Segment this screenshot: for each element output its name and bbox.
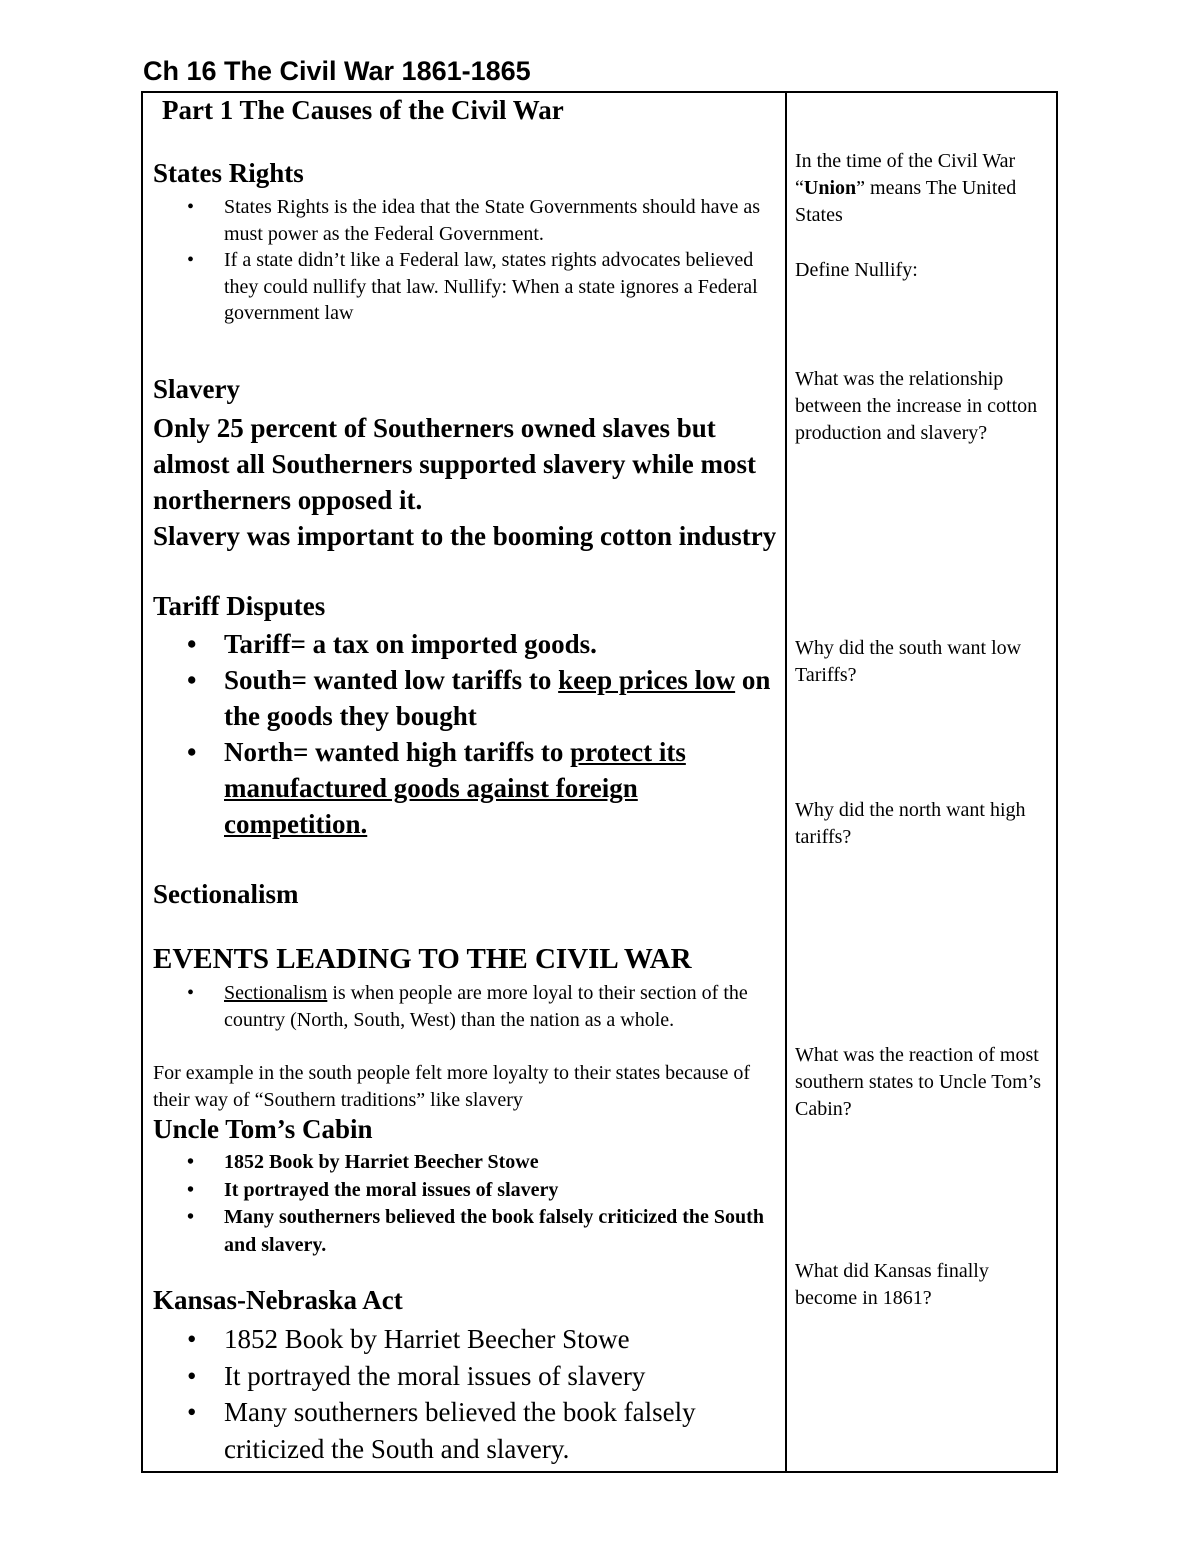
union-note-rest: ” means The United States [795, 177, 1017, 226]
list-item: • States Rights is the idea that the State Governments should have as must power as the Federal Government. [153, 194, 778, 247]
list-item: • 1852 Book by Harriet Beecher Stowe [153, 1321, 778, 1358]
list-item: • If a state didn’t like a Federal law, states rights advocates believed they could nullify that law. Nullify: When a state ignores a Federal government law [153, 247, 778, 327]
uncle-tom-list [153, 1149, 778, 1259]
tariff-bullet-1: Tariff= a tax on imported goods. [224, 629, 597, 659]
tariff-heading: Tariff Disputes [153, 591, 326, 621]
kansas-heading: Kansas-Nebraska Act [153, 1285, 403, 1315]
tariff-list [153, 626, 778, 842]
list-item: • 1852 Book by Harriet Beecher Stowe [153, 1149, 778, 1177]
tariff-bullet-3-underlined: protect its manufactured goods against foreign competition. [224, 737, 686, 839]
question-south-tariffs: Why did the south want low Tariffs? [795, 637, 1022, 686]
list-item [153, 734, 778, 842]
question-cotton: What was the relationship between the increase in cotton production and slavery? [795, 368, 1038, 444]
list-item: • It portrayed the moral issues of slavery [153, 1177, 778, 1205]
question-uncle-tom: What was the reaction of most southern states to Uncle Tom’s Cabin? [795, 1044, 1041, 1120]
events-list [153, 980, 778, 1033]
sectionalism-definition: is when people are more loyal to their section of the country (North, South, West) than the nation as a whole. [224, 982, 748, 1031]
events-paragraph: For example in the south people felt more loyalty to their states because of their way of “Southern traditions” like slavery [153, 1062, 751, 1111]
list-item [153, 626, 778, 662]
question-kansas: What did Kansas finally become in 1861? [795, 1260, 989, 1309]
document-title: Ch 16 The Civil War 1861-1865 [143, 56, 531, 86]
list-item: • Many southerners believed the book falsely criticized the South and slavery. [153, 1394, 778, 1467]
tariff-bullet-3-text: North= wanted high tariffs to [224, 737, 571, 767]
list-item [153, 980, 778, 1033]
sectionalism-heading: Sectionalism [153, 879, 299, 909]
sectionalism-term: Sectionalism [224, 982, 328, 1004]
tariff-bullet-2-underlined: keep prices low [558, 665, 736, 695]
tariff-bullet-2-text: South= wanted low tariffs to [224, 665, 559, 695]
events-heading: EVENTS LEADING TO THE CIVIL WAR [153, 943, 692, 975]
notes-column [153, 93, 778, 1471]
questions-column [795, 93, 1050, 1471]
slavery-heading: Slavery [153, 374, 240, 404]
states-rights-list [153, 194, 778, 327]
define-nullify-prompt: Define Nullify: [795, 259, 918, 281]
slavery-text-1: Only 25 percent of Southerners owned slaves but almost all Southerners supported slavery while most northerners opposed it. [153, 413, 756, 515]
kansas-list [153, 1321, 778, 1467]
list-item: • It portrayed the moral issues of slavery [153, 1358, 778, 1395]
union-note-text: In the time of the Civil War “ [795, 150, 1016, 199]
tariff-bullet-2-rest: on the goods they bought [224, 665, 771, 731]
states-rights-heading: States Rights [153, 158, 304, 188]
uncle-tom-heading: Uncle Tom’s Cabin [153, 1114, 373, 1144]
slavery-text-2: Slavery was important to the booming cotton industry [153, 521, 777, 551]
question-north-tariffs: Why did the north want high tariffs? [795, 799, 1026, 848]
part-heading: Part 1 The Causes of the Civil War [162, 95, 564, 125]
union-note [795, 148, 1050, 229]
union-note-bold: Union [803, 177, 857, 199]
list-item [153, 662, 778, 734]
list-item: • Many southerners believed the book falsely criticized the South and slavery. [153, 1204, 778, 1259]
column-divider [785, 93, 787, 1471]
notes-table [141, 91, 1058, 1473]
